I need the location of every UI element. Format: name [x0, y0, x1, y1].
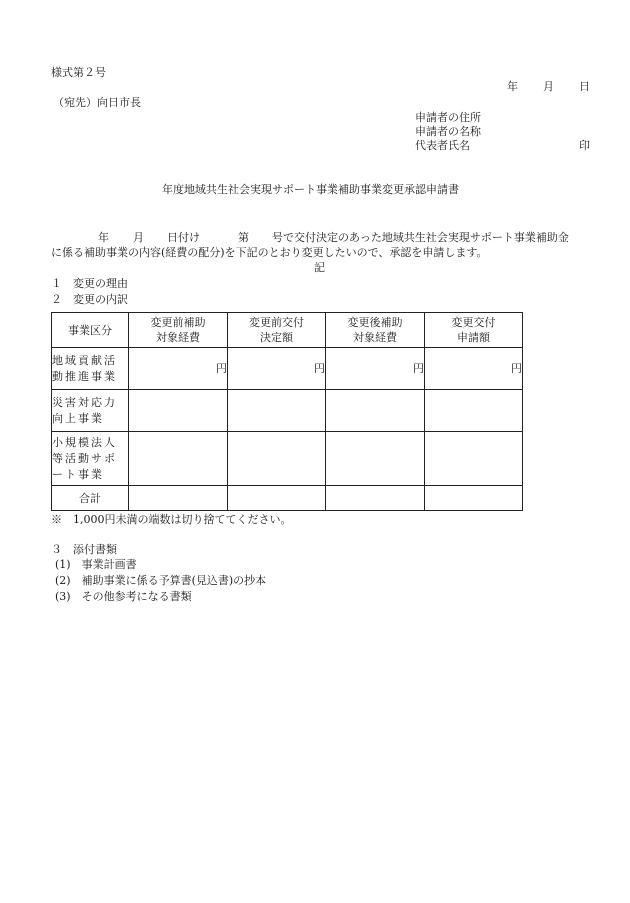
body-number-prefix: 第: [238, 231, 249, 244]
header-before-decision: 変更前交付 決定額: [228, 313, 326, 348]
total-cell: [129, 486, 228, 511]
table-header-row: [52, 313, 523, 348]
representative-label: 代表者氏名: [415, 139, 470, 152]
amount-cell: 円: [228, 348, 326, 390]
row-category: 地域貢献活 動推進事業: [52, 348, 129, 390]
addressee: （宛先）向日市長: [53, 96, 141, 109]
total-cell: [425, 486, 523, 511]
amount-cell: 円: [129, 348, 228, 390]
body-year: 年: [98, 231, 109, 244]
body-month: 月: [133, 231, 144, 244]
header-category: 事業区分: [52, 313, 129, 348]
amount-cell: [326, 432, 425, 486]
amount-cell: [425, 390, 523, 432]
amount-cell: [326, 390, 425, 432]
row-category: 災害対応力 向上事業: [52, 390, 129, 432]
list-item: (2) 補助事業に係る予算書(見込書)の抄本: [55, 574, 267, 587]
header-application-amount: 変更交付 申請額: [425, 313, 523, 348]
total-label: 合計: [52, 486, 129, 511]
applicant-name-label: 申請者の名称: [415, 125, 481, 138]
amount-cell: [425, 432, 523, 486]
body-line1-rest: 号で交付決定のあった地域共生社会実現サポート事業補助金: [272, 231, 569, 244]
table-total-row: [52, 486, 523, 511]
table-row: [52, 348, 523, 390]
header-before-expense: 変更前補助 対象経費: [129, 313, 228, 348]
body-day-dated: 日付け: [167, 231, 200, 244]
ki-heading: 記: [314, 261, 325, 274]
section-reason: １ 変更の理由: [51, 277, 128, 290]
header-after-expense: 変更後補助 対象経費: [326, 313, 425, 348]
total-cell: [228, 486, 326, 511]
table-row: [52, 390, 523, 432]
body-line2: に係る補助事業の内容(経費の配分)を下記のとおり変更したいので、承認を申請します。: [51, 246, 488, 259]
row-category: 小規模法人 等活動サポ ート事業: [52, 432, 129, 486]
amount-cell: [129, 390, 228, 432]
attachments-list: [55, 559, 266, 607]
applicant-address-label: 申請者の住所: [415, 111, 481, 124]
seal-mark: 印: [579, 139, 590, 152]
section-breakdown: ２ 変更の内訳: [51, 293, 128, 306]
table-row: [52, 432, 523, 486]
amount-cell: 円: [326, 348, 425, 390]
rounding-note: ※ 1,000円未満の端数は切り捨ててください。: [51, 513, 292, 526]
amount-cell: [228, 390, 326, 432]
document-title: 年度地域共生社会実現サポート事業補助事業変更承認申請書: [162, 183, 459, 196]
total-cell: [326, 486, 425, 511]
list-item: (1) 事業計画書: [55, 558, 137, 571]
date-month-label: 月: [543, 80, 554, 93]
amount-cell: [228, 432, 326, 486]
section-attachments: ３ 添付書類: [51, 543, 117, 556]
date-year-label: 年: [507, 80, 518, 93]
amount-cell: [129, 432, 228, 486]
amount-cell: 円: [425, 348, 523, 390]
date-day-label: 日: [579, 80, 590, 93]
form-number: 様式第２号: [51, 66, 106, 79]
breakdown-table: [51, 312, 523, 511]
list-item: (3) その他参考になる書類: [55, 590, 192, 603]
